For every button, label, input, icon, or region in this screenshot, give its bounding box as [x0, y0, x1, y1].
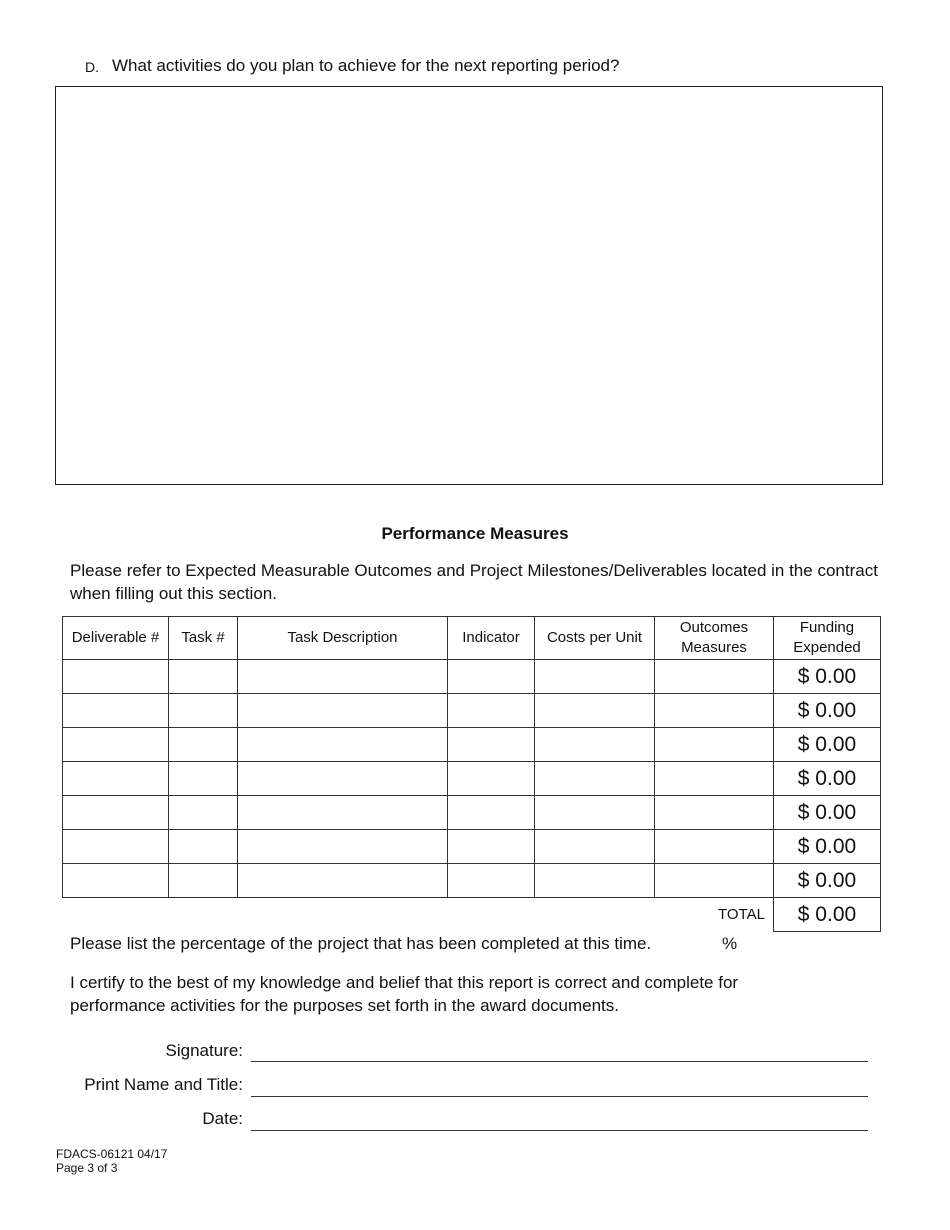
- task-number-cell[interactable]: [169, 796, 238, 830]
- col-header-deliverable: Deliverable #: [63, 617, 169, 660]
- col-header-costs-per-unit: Costs per Unit: [535, 617, 655, 660]
- indicator-cell[interactable]: [448, 762, 535, 796]
- indicator-cell[interactable]: [448, 796, 535, 830]
- task-description-cell[interactable]: [238, 796, 448, 830]
- total-funding-value: $ 0.00: [774, 898, 881, 932]
- indicator-cell[interactable]: [448, 728, 535, 762]
- percentage-prompt: Please list the percentage of the project that has been completed at this time.: [70, 934, 652, 953]
- indicator-cell[interactable]: [448, 830, 535, 864]
- table-row: [63, 694, 881, 728]
- task-description-cell[interactable]: [238, 830, 448, 864]
- costs-per-unit-cell[interactable]: [535, 864, 655, 898]
- outcomes-measures-cell[interactable]: [655, 728, 774, 762]
- task-number-cell[interactable]: [169, 694, 238, 728]
- task-number-cell[interactable]: [169, 728, 238, 762]
- deliverable-cell[interactable]: [63, 796, 169, 830]
- col-header-task-number: Task #: [169, 617, 238, 660]
- table-row: [63, 762, 881, 796]
- table-header-row: [63, 617, 881, 660]
- task-number-cell[interactable]: [169, 830, 238, 864]
- funding-expended-cell[interactable]: $ 0.00: [774, 830, 881, 864]
- percentage-symbol: %: [722, 934, 738, 953]
- costs-per-unit-cell[interactable]: [535, 694, 655, 728]
- funding-expended-cell[interactable]: $ 0.00: [774, 694, 881, 728]
- costs-per-unit-cell[interactable]: [535, 660, 655, 694]
- task-description-cell[interactable]: [238, 660, 448, 694]
- question-text: What activities do you plan to achieve for the next reporting period?: [112, 56, 620, 75]
- question-letter: D.: [85, 59, 99, 75]
- outcomes-measures-cell[interactable]: [655, 796, 774, 830]
- form-id: FDACS-06121 04/17: [56, 1147, 168, 1161]
- deliverable-cell[interactable]: [63, 660, 169, 694]
- certification-statement: I certify to the best of my knowledge and belief that this report is correct and complete for performance activities for the purposes set forth in the award documents.: [70, 973, 739, 1015]
- costs-per-unit-cell[interactable]: [535, 796, 655, 830]
- name-title-field[interactable]: [251, 1096, 868, 1097]
- costs-per-unit-cell[interactable]: [535, 762, 655, 796]
- funding-expended-cell[interactable]: $ 0.00: [774, 660, 881, 694]
- date-label: Date:: [202, 1109, 243, 1128]
- outcomes-measures-cell[interactable]: [655, 660, 774, 694]
- section-title: Performance Measures: [381, 524, 569, 543]
- table-row: [63, 830, 881, 864]
- section-instructions: Please refer to Expected Measurable Outcomes and Project Milestones/Deliverables located in the contract when filling out this section.: [70, 561, 878, 603]
- col-header-task-description: Task Description: [238, 617, 448, 660]
- name-title-label: Print Name and Title:: [84, 1075, 243, 1094]
- total-label: TOTAL: [718, 906, 765, 924]
- date-field[interactable]: [251, 1130, 868, 1131]
- task-description-cell[interactable]: [238, 762, 448, 796]
- col-header-indicator: Indicator: [448, 617, 535, 660]
- task-description-cell[interactable]: [238, 864, 448, 898]
- indicator-cell[interactable]: [448, 864, 535, 898]
- outcomes-measures-cell[interactable]: [655, 830, 774, 864]
- task-number-cell[interactable]: [169, 864, 238, 898]
- deliverable-cell[interactable]: [63, 694, 169, 728]
- funding-expended-cell[interactable]: $ 0.00: [774, 728, 881, 762]
- deliverable-cell[interactable]: [63, 762, 169, 796]
- costs-per-unit-cell[interactable]: [535, 830, 655, 864]
- costs-per-unit-cell[interactable]: [535, 728, 655, 762]
- performance-measures-table: [62, 616, 881, 932]
- task-description-cell[interactable]: [238, 728, 448, 762]
- funding-expended-cell[interactable]: $ 0.00: [774, 762, 881, 796]
- deliverable-cell[interactable]: [63, 830, 169, 864]
- table-row: [63, 864, 881, 898]
- deliverable-cell[interactable]: [63, 728, 169, 762]
- indicator-cell[interactable]: [448, 694, 535, 728]
- table-row: [63, 660, 881, 694]
- task-number-cell[interactable]: [169, 660, 238, 694]
- activities-answer-field[interactable]: [55, 86, 883, 485]
- col-header-outcomes-measures: Outcomes Measures: [655, 617, 774, 660]
- table-row: [63, 796, 881, 830]
- col-header-funding-expended: Funding Expended: [774, 617, 881, 660]
- funding-expended-cell[interactable]: $ 0.00: [774, 796, 881, 830]
- indicator-cell[interactable]: [448, 660, 535, 694]
- page-number: Page 3 of 3: [56, 1161, 118, 1175]
- outcomes-measures-cell[interactable]: [655, 694, 774, 728]
- signature-field[interactable]: [251, 1061, 868, 1062]
- outcomes-measures-cell[interactable]: [655, 762, 774, 796]
- task-number-cell[interactable]: [169, 762, 238, 796]
- table-row: [63, 728, 881, 762]
- signature-label: Signature:: [165, 1041, 243, 1060]
- total-row: [63, 898, 881, 932]
- deliverable-cell[interactable]: [63, 864, 169, 898]
- outcomes-measures-cell[interactable]: [655, 864, 774, 898]
- funding-expended-cell[interactable]: $ 0.00: [774, 864, 881, 898]
- task-description-cell[interactable]: [238, 694, 448, 728]
